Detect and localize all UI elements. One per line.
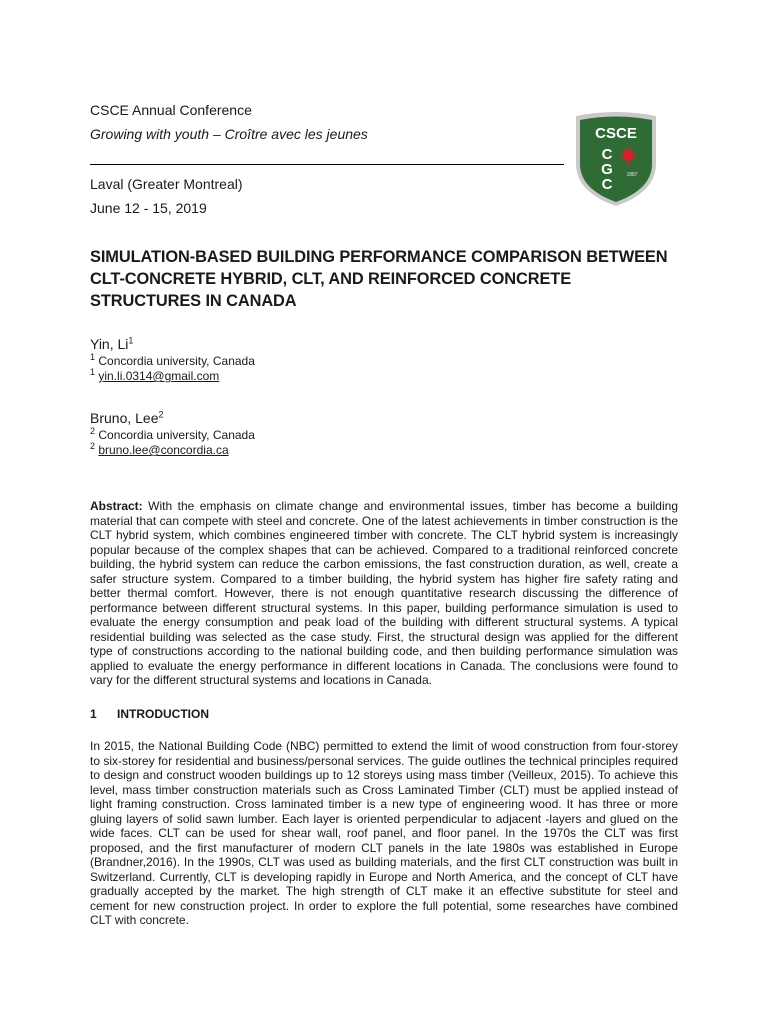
email-link[interactable]: bruno.lee@concordia.ca <box>98 443 229 457</box>
section-number: 1 <box>90 707 97 721</box>
conference-dates: June 12 - 15, 2019 <box>90 200 207 216</box>
logo-text: CSCE <box>595 125 637 142</box>
email-link[interactable]: yin.li.0314@gmail.com <box>98 369 220 383</box>
author-sup: 2 <box>158 409 164 420</box>
author-sup: 1 <box>128 335 134 346</box>
affiliation-sup: 1 <box>90 352 96 362</box>
logo-letter: C <box>601 176 613 193</box>
author-2-email <box>90 443 229 458</box>
abstract-label: Abstract: <box>90 499 143 513</box>
author-1 <box>90 336 133 353</box>
abstract-text: With the emphasis on climate change and environmental issues, timber has become a building material that can compete with steel and concrete. One of the latest achievements in timber construction is the CLT hybrid system, which combines engineered timber with concrete. The CLT hybrid system is increasingly popular because of the complex shapes that can be achieved. Compared to a traditional reinforced concrete building, the hybrid system can reduce the carbon emissions, the fast construction duration, as well, create a safer structure system. Compared to a timber building, the hybrid system has higher fire safety rating and better thermal comfort. However, there is not enough quantitative research discussing the difference of performance between different structural systems. In this paper, building performance simulation is used to evaluate the energy consumption and peak load of the building with different structural systems. A typical residential building was selected as the case study. First, the structural design was applied for the different type of constructions according to the national building code, and then building performance simulation was applied to evaluate the energy performance in different locations in Canada. The conclusions were found to vary for the different structural systems and locations in Canada. <box>90 499 678 687</box>
conference-name: CSCE Annual Conference <box>90 102 252 118</box>
paper-title: SIMULATION-BASED BUILDING PERFORMANCE COMPARISON BETWEEN CLT-CONCRETE HYBRID, CLT, AND REINFORCED CONCRETE STRUCTURES IN CANADA <box>90 248 668 310</box>
email-sup: 2 <box>90 441 96 451</box>
header-divider <box>90 164 564 165</box>
email-sup: 1 <box>90 367 96 377</box>
conference-theme: Growing with youth – Croître avec les jeunes <box>90 126 368 142</box>
introduction-text: In 2015, the National Building Code (NBC) permitted to extend the limit of wood construction from four-storey to six-storey for residential and business/personal services. The guide outlines the technical principles required to design and construct wooden buildings up to 12 storeys using mass timber (Veilleux, 2015). To achieve this level, mass timber construction materials such as Cross Laminated Timber (CLT) must be applied instead of light framing construction. Cross laminated timber is a new type of engineering wood. It has three or more gluing layers of solid sawn lumber. Each layer is oriented perpendicular to adjacent -layers and glued on the wide faces. CLT can be used for shear wall, roof panel, and floor panel. In the 1970s the CLT was first proposed, and the first manufacturer of modern CLT panels in the late 1980s was established in Europe (Brandner,2016). In the 1990s, CLT was used as building materials, and the first CLT construction was built in Switzerland. Currently, CLT is developing rapidly in Europe and North America, and the concept of CLT have gradually accepted by the market. The high strength of CLT make it an effective substitute for steel and cement for new construction project. In order to explore the full potential, some researches have combined CLT with concrete. <box>90 739 678 927</box>
author-2 <box>90 410 164 427</box>
author-name: Bruno, Lee <box>90 410 159 426</box>
logo-letter: G <box>601 161 613 178</box>
csce-logo <box>572 110 660 208</box>
author-1-affiliation <box>90 354 255 369</box>
author-1-email <box>90 369 219 384</box>
affiliation-sup: 2 <box>90 426 96 436</box>
conference-location: Laval (Greater Montreal) <box>90 176 243 192</box>
logo-letter: C <box>601 146 613 163</box>
author-2-affiliation <box>90 428 255 443</box>
author-name: Yin, Li <box>90 336 129 352</box>
abstract <box>90 499 678 688</box>
affiliation-text: Concordia university, Canada <box>98 354 255 368</box>
section-title: INTRODUCTION <box>117 707 209 721</box>
affiliation-text: Concordia university, Canada <box>98 428 255 442</box>
logo-year: 1887 <box>626 172 638 178</box>
section-heading <box>90 707 209 721</box>
